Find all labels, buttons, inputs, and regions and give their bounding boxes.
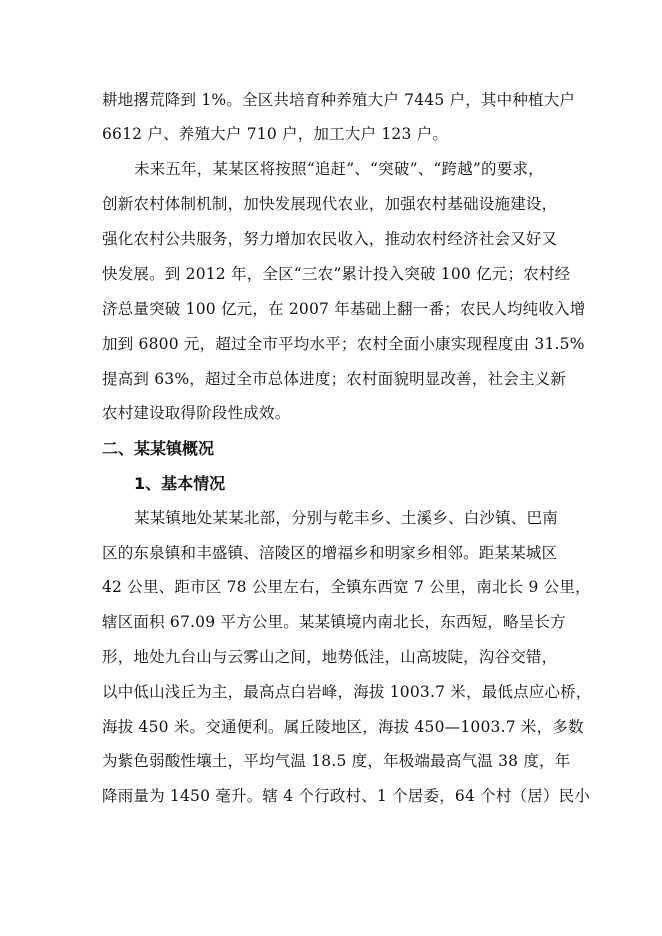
paragraph-line: 某某镇地处某某北部，分别与乾丰乡、土溪乡、白沙镇、巴南	[134, 509, 558, 527]
paragraph-line: 未来五年，某某区将按照“追赶”、“突破”、“跨越”的要求，	[134, 160, 544, 178]
paragraph-line: 耕地撂荒降到 1%。全区共培育种养殖大户 7445 户，其中种植大户	[102, 91, 576, 109]
paragraph-line: 辖区面积 67.09 平方公里。某某镇境内南北长，东西短，略呈长方	[102, 613, 566, 631]
paragraph-line: 形，地处九台山与云雾山之间，地势低洼，山高坡陡，沟谷交错，	[102, 648, 558, 666]
paragraph-line: 42 公里、距市区 78 公里左右，全镇东西宽 7 公里，南北长 9 公里，	[102, 578, 591, 596]
paragraph-line: 提高到 63%，超过全市总体进度；农村面貌明显改善，社会主义新	[102, 370, 567, 388]
paragraph-line: 以中低山浅丘为主，最高点白岩峰，海拔 1003.7 米，最低点应心桥，	[102, 683, 592, 701]
paragraph-line: 济总量突破 100 亿元，在 2007 年基础上翻一番；农民人均纯收入增	[102, 300, 586, 318]
paragraph-line: 6612 户、养殖大户 710 户，加工大户 123 户。	[102, 125, 449, 143]
paragraph-line: 区的东泉镇和丰盛镇、涪陵区的增福乡和明家乡相邻。距某某城区	[102, 544, 558, 562]
paragraph-line: 快发展。到 2012 年，全区“三农”累计投入突破 100 亿元；农村经	[102, 265, 571, 283]
paragraph-line: 加到 6800 元，超过全市平均水平；农村全面小康实现程度由 31.5%	[102, 335, 585, 353]
paragraph-line: 强化农村公共服务，努力增加农民收入，推动农村经济社会又好又	[102, 230, 558, 248]
section-heading: 二、某某镇概况	[102, 439, 215, 458]
paragraph-line: 农村建设取得阶段性成效。	[102, 404, 291, 422]
paragraph-line: 创新农村体制机制，加快发展现代农业，加强农村基础设施建设，	[102, 195, 558, 213]
paragraph-line: 降雨量为 1450 毫升。辖 4 个行政村、1 个居委，64 个村（居）民小	[102, 787, 591, 805]
paragraph-line: 海拔 450 米。交通便利。属丘陵地区，海拔 450—1003.7 米，多数	[102, 718, 584, 736]
subsection-heading: 1、基本情况	[134, 474, 226, 493]
paragraph-line: 为紫色弱酸性壤土，平均气温 18.5 度，年极端最高气温 38 度，年	[102, 752, 571, 770]
